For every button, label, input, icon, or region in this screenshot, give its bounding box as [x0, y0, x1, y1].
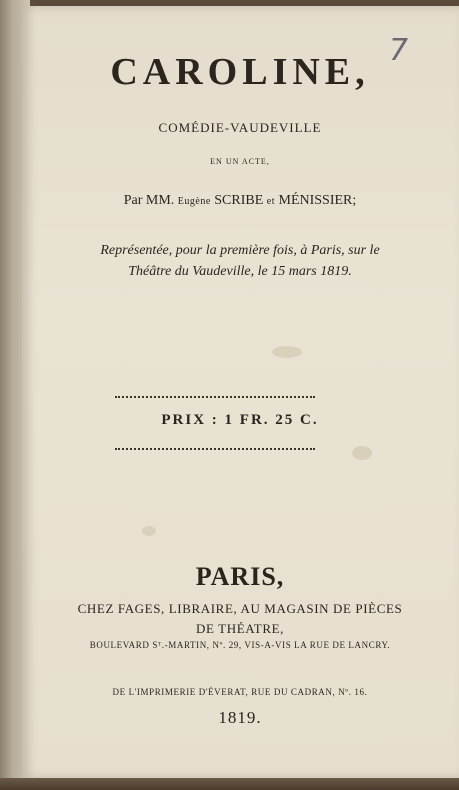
price-line: PRIX : 1 FR. 25 C.: [161, 412, 319, 428]
publication-year: 1819.: [218, 708, 262, 727]
author-scribe: SCRIBE: [210, 193, 267, 208]
publication-city: PARIS,: [195, 562, 285, 591]
decorative-rule-top: [115, 396, 315, 398]
author-menissier: MÉNISSIER;: [275, 193, 357, 208]
performance-note-line-2: Théâtre du Vaudeville, le 15 mars 1819.: [128, 264, 352, 279]
acts-line: EN UN ACTE,: [210, 157, 270, 166]
handwritten-shelf-mark: 7: [389, 33, 409, 68]
publisher-address: BOULEVARD Sᵀ.-MARTIN, Nº. 29, VIS-A-VIS LA RUE DE LANCRY.: [89, 640, 391, 650]
author-first-name: Eugène: [177, 196, 211, 207]
decorative-rule-bottom: [115, 448, 315, 450]
authors-line: [40, 193, 440, 209]
genre-subtitle: COMÉDIE-VAUDEVILLE: [158, 120, 322, 135]
publisher-line-2: DE THÉATRE,: [196, 621, 284, 636]
authors-prefix: Par MM.: [123, 193, 178, 208]
authors-conjunction: et: [266, 196, 275, 207]
page-bottom-edge: [0, 778, 459, 790]
publisher-line-1: CHEZ FAGES, LIBRAIRE, AU MAGASIN DE PIÈCES: [77, 601, 403, 616]
printer-line: DE L'IMPRIMERIE D'ÉVERAT, RUE DU CADRAN, Nº. 16.: [112, 687, 368, 697]
play-title: CAROLINE,: [110, 51, 370, 93]
performance-note-line-1: Représentée, pour la première fois, à Paris, sur le: [100, 243, 380, 258]
